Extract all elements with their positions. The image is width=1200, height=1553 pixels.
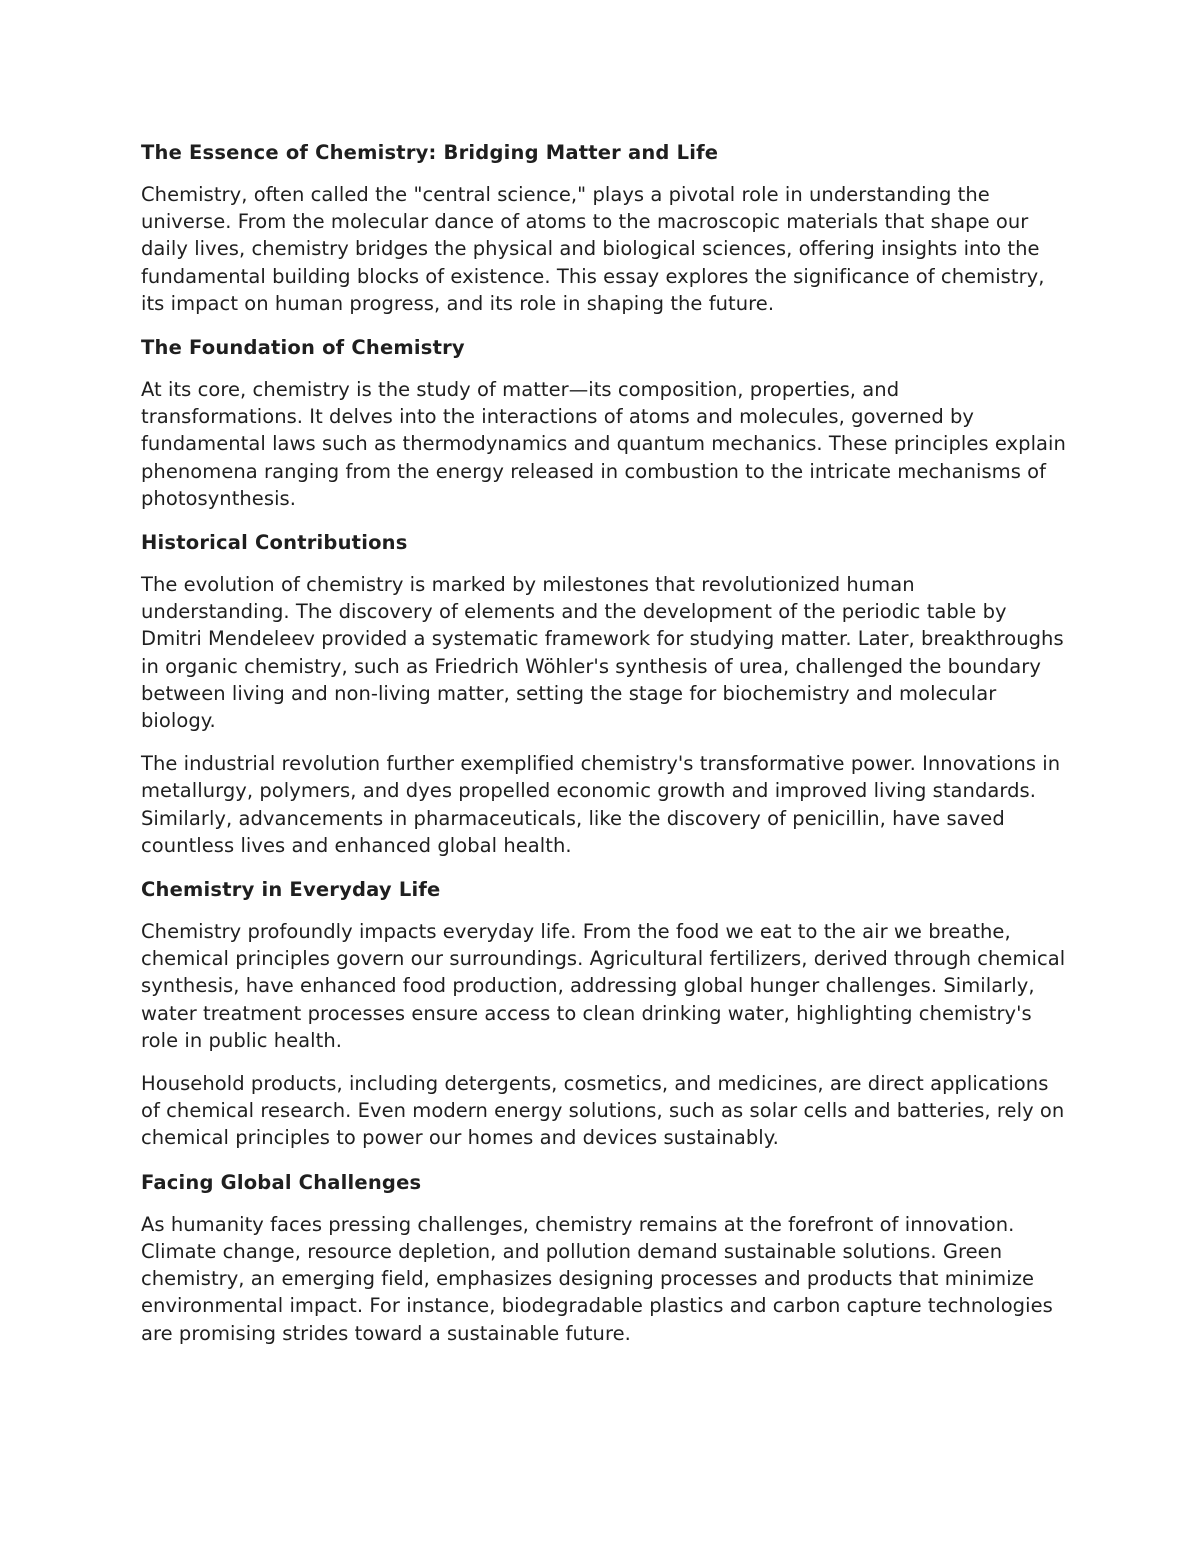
section-heading: The Foundation of Chemistry bbox=[141, 336, 465, 360]
section-heading: Historical Contributions bbox=[141, 531, 408, 555]
section-historical bbox=[141, 528, 1066, 859]
paragraph: Household products, including detergents, cosmetics, and medicines, are direct applications of chemical research. Even modern energy solutions, such as solar cells and batteries, rely on chemical principles to power our homes and devices sustainably. bbox=[141, 1072, 1065, 1150]
paragraph: The evolution of chemistry is marked by milestones that revolutionized human understanding. The discovery of elements and the development of the periodic table by Dmitri Mendeleev provided a systematic framework for studying matter. Later, breakthroughs in organic chemistry, such as Friedrich Wöhler's synthesis of urea, challenged the boundary between living and non-living matter, setting the stage for biochemistry and molecular biology. bbox=[141, 573, 1064, 733]
paragraph: At its core, chemistry is the study of matter—its composition, properties, and transformations. It delves into the interactions of atoms and molecules, governed by fundamental laws such as thermodynamics and quantum mechanics. These principles explain phenomena ranging from the energy released in combustion to the intricate mechanisms of photosynthesis. bbox=[141, 378, 1066, 510]
section-essence bbox=[141, 138, 1066, 317]
paragraph: As humanity faces pressing challenges, chemistry remains at the forefront of innovation. Climate change, resource depletion, and pollution demand sustainable solutions. Green chemistry, an emerging field, emphasizes designing processes and products that minimize environmental impact. For instance, biodegradable plastics and carbon capture technologies are promising strides toward a sustainable future. bbox=[141, 1212, 1053, 1345]
section-foundation bbox=[141, 333, 1066, 512]
section-everyday bbox=[141, 875, 1066, 1152]
section-heading: The Essence of Chemistry: Bridging Matter and Life bbox=[141, 141, 719, 164]
section-heading: Facing Global Challenges bbox=[141, 1170, 422, 1194]
paragraph: Chemistry profoundly impacts everyday life. From the food we eat to the air we breathe, chemical principles govern our surroundings. Agricultural fertilizers, derived through chemical synthesis, have enhanced food production, addressing global hunger challenges. Similarly, water treatment processes ensure access to clean drinking water, highlighting chemistry's role in public health. bbox=[141, 920, 1066, 1052]
section-global-challenges bbox=[141, 1168, 1066, 1347]
paragraph: Chemistry, often called the "central science," plays a pivotal role in understanding the universe. From the molecular dance of atoms to the macroscopic materials that shape our daily lives, chemistry bridges the physical and biological sciences, offering insights into the fundamental building blocks of existence. This essay explores the significance of chemistry, its impact on human progress, and its role in shaping the future. bbox=[141, 183, 1045, 315]
paragraph: The industrial revolution further exemplified chemistry's transformative power. Innovations in metallurgy, polymers, and dyes propelled economic growth and improved living standards. Similarly, advancements in pharmaceuticals, like the discovery of penicillin, have saved countless lives and enhanced global health. bbox=[141, 752, 1061, 857]
document-page bbox=[141, 138, 1066, 1363]
section-heading: Chemistry in Everyday Life bbox=[141, 878, 441, 902]
